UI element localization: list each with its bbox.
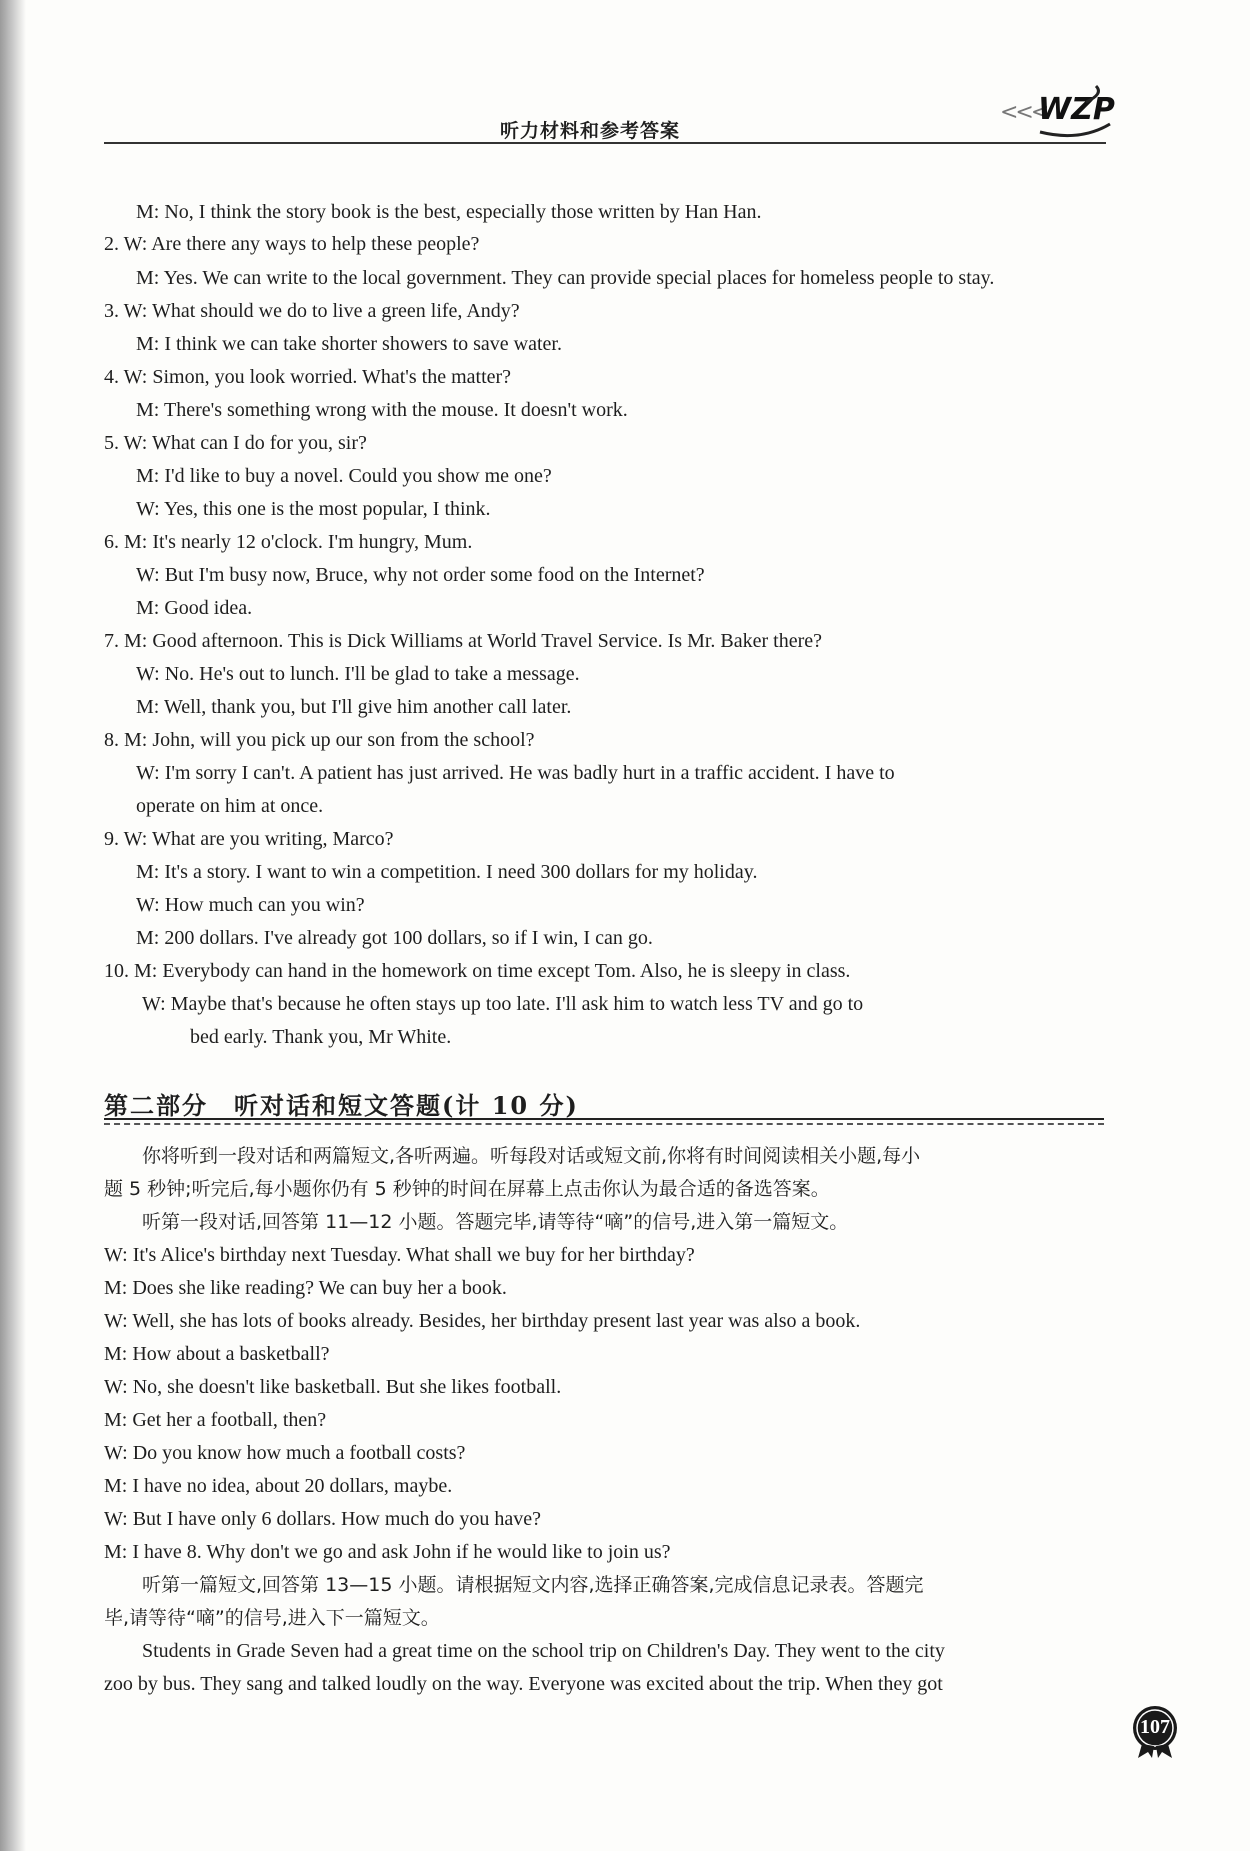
dialogue-line: bed early. Thank you, Mr White. [190,1026,452,1048]
dialogue-line: M: How about a basketball? [104,1343,330,1365]
dialogue-line: M: I have no idea, about 20 dollars, maybe. [104,1475,453,1497]
dialogue-line: W: No. He's out to lunch. I'll be glad to take a message. [136,663,580,685]
dialogue-line: M: It's a story. I want to win a competition. I need 300 dollars for my holiday. [136,861,758,883]
logo-swoosh-icon [1000,84,1112,144]
instruction-line: 毕,请等待“嘀”的信号,进入下一篇短文。 [104,1607,440,1629]
dialogue-line: M: Yes. We can write to the local government. They can provide special places for homeless people to stay. [136,267,995,289]
publisher-logo: WZP [1038,92,1115,127]
instruction-line: 听第一段对话,回答第 11—12 小题。答题完毕,请等待“嘀”的信号,进入第一篇短文。 [142,1211,849,1233]
header-rule [104,142,1106,144]
dialogue-line: M: No, I think the story book is the best, especially those written by Han Han. [136,201,762,223]
dialogue-line: M: I think we can take shorter showers to save water. [136,333,562,355]
dialogue-line: 9. W: What are you writing, Marco? [104,828,394,850]
passage-line: zoo by bus. They sang and talked loudly on the way. Everyone was excited about the trip. When they got [104,1673,943,1695]
dialogue-line: M: Well, thank you, but I'll give him another call later. [136,696,572,718]
dialogue-line: W: Do you know how much a football costs? [104,1442,466,1464]
dialogue-line: M: I'd like to buy a novel. Could you show me one? [136,465,552,487]
dialogue-line: 6. M: It's nearly 12 o'clock. I'm hungry, Mum. [104,531,473,553]
dialogue-line: 8. M: John, will you pick up our son from the school? [104,729,535,751]
dialogue-line: W: Maybe that's because he often stays up too late. I'll ask him to watch less TV and go to [142,993,864,1015]
dialogue-line: W: No, she doesn't like basketball. But she likes football. [104,1376,562,1398]
dialogue-line: M: There's something wrong with the mouse. It doesn't work. [136,399,628,421]
heading-dashed-rule [104,1123,1104,1125]
header-title: 听力材料和参考答案 [500,120,681,142]
dialogue-line: W: But I have only 6 dollars. How much do you have? [104,1508,541,1530]
dialogue-line: W: Yes, this one is the most popular, I think. [136,498,491,520]
dialogue-line: M: I have 8. Why don't we go and ask John if he would like to join us? [104,1541,671,1563]
dialogue-line: W: Well, she has lots of books already. Besides, her birthday present last year was also a book. [104,1310,861,1332]
dialogue-line: 2. W: Are there any ways to help these people? [104,233,480,255]
dialogue-line: W: I'm sorry I can't. A patient has just arrived. He was badly hurt in a traffic accident. I have to [136,762,895,784]
dialogue-line: W: It's Alice's birthday next Tuesday. What shall we buy for her birthday? [104,1244,695,1266]
dialogue-line: W: But I'm busy now, Bruce, why not order some food on the Internet? [136,564,705,586]
dialogue-line: M: Does she like reading? We can buy her a book. [104,1277,507,1299]
dialogue-line: 4. W: Simon, you look worried. What's the matter? [104,366,512,388]
dialogue-line: 7. M: Good afternoon. This is Dick Williams at World Travel Service. Is Mr. Baker there? [104,630,823,652]
dialogue-line: operate on him at once. [136,795,324,817]
instruction-line: 听第一篇短文,回答第 13—15 小题。请根据短文内容,选择正确答案,完成信息记录表。答题完 [142,1574,924,1596]
section-heading: 第二部分 听对话和短文答题(计 10 分) [104,1091,579,1120]
instruction-line: 题 5 秒钟;听完后,每小题你仍有 5 秒钟的时间在屏幕上点击你认为最合适的备选答案。 [104,1178,830,1200]
chevrons-icon: <<< [1000,100,1047,125]
dialogue-line: 10. M: Everybody can hand in the homework on time except Tom. Also, he is sleepy in class. [104,960,851,982]
dialogue-line: 3. W: What should we do to live a green life, Andy? [104,300,520,322]
page-edge-shadow [0,0,26,1851]
passage-line: Students in Grade Seven had a great time on the school trip on Children's Day. They went to the city [142,1640,945,1662]
heading-rule [104,1118,1104,1120]
dialogue-line: M: Get her a football, then? [104,1409,327,1431]
dialogue-line: 5. W: What can I do for you, sir? [104,432,367,454]
dialogue-line: W: How much can you win? [136,894,365,916]
page-number: 107 [1140,1716,1170,1738]
instruction-line: 你将听到一段对话和两篇短文,各听两遍。听每段对话或短文前,你将有时间阅读相关小题,每小 [142,1145,921,1167]
dialogue-line: M: Good idea. [136,597,253,619]
dialogue-line: M: 200 dollars. I've already got 100 dollars, so if I win, I can go. [136,927,653,949]
